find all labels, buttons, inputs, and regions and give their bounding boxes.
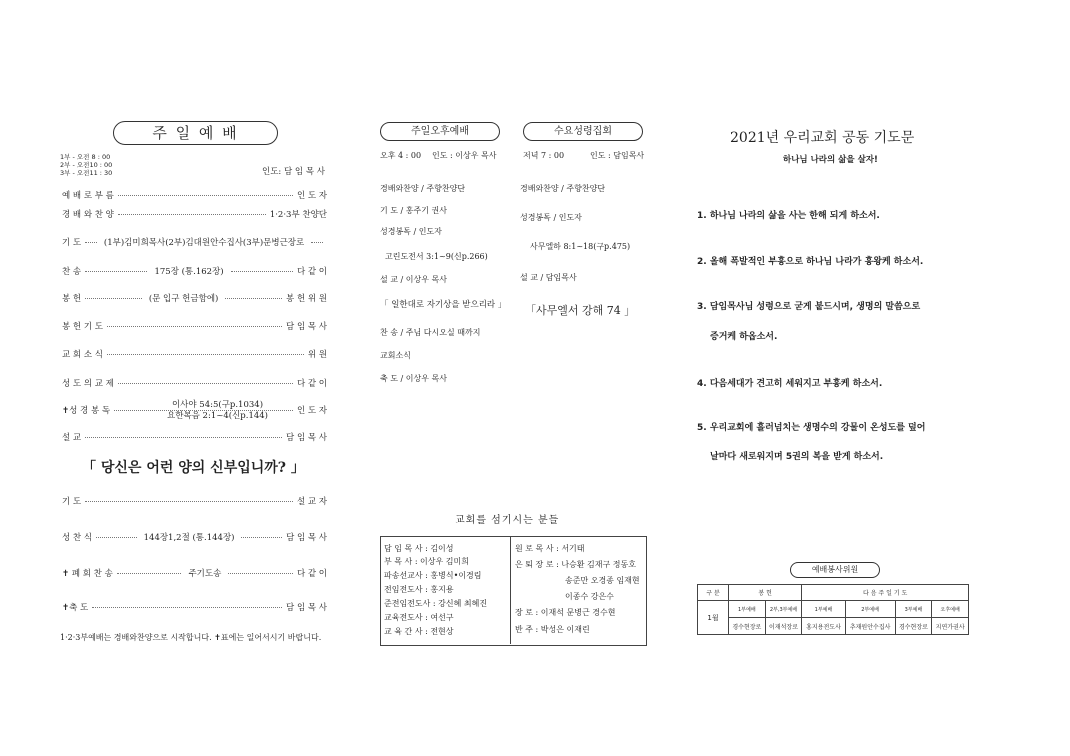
dot-leader [96,537,137,538]
row-person: 설 교 자 [296,497,327,507]
row-label: 성 도 의 교 제 [62,379,114,389]
worship-row [62,376,327,390]
dot-leader [85,271,147,272]
prayer-item: 3. 담임목사님 성령으로 굳게 붙드시며, 생명의 말씀으로 [697,302,921,312]
row-person: 다 같 이 [296,569,327,579]
row-label: ✝ 폐 회 찬 송 [62,569,113,579]
prayer-item: 날마다 새로워지며 5권의 복을 받게 하소서. [710,452,884,462]
dot-leader [241,537,282,538]
servant-entry: 교육전도사 : 여선구 [384,613,454,622]
scripture-reading [155,400,280,422]
table-cell: 추재원안수집사 [845,618,895,635]
prayer-item: 1. 하나님 나라의 삶을 사는 한해 되게 하소서. [697,211,880,221]
servant-entry: 교 육 간 사 : 전현상 [384,627,454,636]
dot-leader [118,383,293,384]
afternoon-item: 교회소식 [380,351,411,360]
sunday-worship-title: 주 일 예 배 [113,121,278,145]
row-label: 성 찬 식 [62,533,93,543]
afternoon-item: 기 도 / 홍주기 권사 [380,206,447,215]
servant-entry: 준전임전도사 : 강신혜 최혜진 [384,599,488,608]
service-committee-title: 예배봉사위원 [790,562,880,578]
dot-leader [107,326,282,327]
worship-row [62,430,327,444]
row-label: 찬 송 [62,267,82,277]
worship-row [62,494,327,508]
header-offering: 봉 헌 [729,585,802,601]
afternoon-item: 찬 송 / 주님 다시오실 때까지 [380,328,481,337]
servant-entry: 부 목 사 : 이상우 김미희 [384,557,469,566]
wednesday-time: 저녁 7 : 00 [523,151,565,160]
wednesday-item: 「사무엘서 강해 74 」 [525,304,636,317]
worship-row [62,188,327,202]
dot-leader [107,354,304,355]
row-person: 담 임 목 사 [286,322,327,332]
servant-entry: 반 주 : 박성은 이재린 [515,625,590,634]
dot-leader [85,501,293,502]
dot-leader [228,573,293,574]
servant-entry: 이종수 강은수 [565,592,614,601]
dot-leader [92,607,282,608]
row-person: 위 원 [307,350,327,360]
afternoon-item: 고린도전서 3:1~9(신p.266) [385,252,488,261]
worship-row [62,600,327,614]
dot-leader [118,195,293,196]
row-label: 봉 헌 기 도 [62,322,103,332]
servants-title: 교회를 섬기시는 분들 [455,515,560,526]
row-person: 담 임 목 사 [286,533,328,543]
sub-header: 1부예배 [729,601,766,618]
row-detail: 144장1,2절 (통.144장) [143,533,235,543]
dot-leader [85,298,142,299]
row-person: 1·2·3부 찬양단 [269,210,327,220]
row-person: 인 도 자 [296,406,327,416]
sub-header: 2부,3부예배 [765,601,802,618]
wednesday-title: 수요성령집회 [523,122,643,141]
row-detail: 175장 (통.162장) [154,267,224,277]
row-person: 봉 헌 위 원 [286,294,327,304]
servant-entry: 전임전도사 : 홍지용 [384,585,454,594]
prayer-title: 2021년 우리교회 공동 기도문 [730,130,915,146]
worship-row [62,264,327,278]
prayer-item: 5. 우리교회에 흘러넘치는 생명수의 강물이 온성도를 덮어 [697,423,926,433]
dot-leader [85,242,97,243]
service-committee-table [697,584,969,635]
servants-divider [510,536,511,644]
time-1: 1부 - 오전 8 : 00 [60,153,111,161]
row-label: 기 도 [62,238,82,248]
row-person: 다 같 이 [296,379,327,389]
dot-leader [231,271,293,272]
worship-row [62,291,327,305]
table-cell: 이재석장로 [765,618,802,635]
afternoon-worship-title: 주일오후예배 [380,122,500,141]
servant-entry: 송준만 오경종 임재현 [565,576,640,585]
dot-leader [311,242,323,243]
afternoon-item: 축 도 / 이상우 목사 [380,374,447,383]
servant-entry: 장 로 : 이재석 문병근 경수현 [515,608,616,617]
row-label: 교 회 소 식 [62,350,103,360]
service-times [60,153,112,177]
dot-leader [225,298,282,299]
scripture-1: 이사야 54:5(구p.1034) [171,400,264,410]
row-person: 인 도 자 [296,191,327,201]
row-label: 봉 헌 [62,294,82,304]
afternoon-item: 「 일한대로 자기상을 받으리라 」 [380,300,507,310]
row-label: ✝축 도 [62,603,89,613]
row-label: ✝성 경 봉 독 [62,406,111,416]
header-gubun: 구 분 [698,585,729,601]
table-cell: 지연가권사 [932,618,969,635]
prayer-item: 증거케 하옵소서. [710,332,778,342]
afternoon-time: 오후 4 : 00 [380,151,422,160]
servant-entry: 담 임 목 사 : 김이성 [384,544,454,553]
month-cell: 1월 [698,601,729,635]
row-person: 담 임 목 사 [286,433,327,443]
worship-row [62,235,327,249]
row-person: 다 같 이 [296,267,328,277]
prayer-item: 2. 올해 폭발적인 부흥으로 하나님 나라가 흥왕케 하소서. [697,257,924,267]
time-2: 2부 - 오전10 : 00 [60,161,113,169]
afternoon-item: 성경봉독 / 인도자 [380,227,442,236]
prayer-item: 4. 다음세대가 견고히 세워지고 부흥케 하소서. [697,379,883,389]
afternoon-leader: 인도 : 이상우 목사 [432,151,497,160]
worship-row [62,530,327,544]
servant-entry: 파송선교사 : 홍병식•이경림 [384,571,482,580]
worship-row [62,566,327,580]
time-3: 3부 - 오전11 : 30 [60,169,113,177]
row-detail: 주기도송 [188,569,222,579]
sub-header: 오후예배 [932,601,969,618]
worship-row [62,347,327,361]
worship-leader: 인도: 담 임 목 사 [262,167,325,177]
row-person: 담 임 목 사 [286,603,327,613]
table-cell: 경수현장로 [729,618,766,635]
prayer-subtitle: 하나님 나라의 삶을 살자! [783,155,878,165]
servant-entry: 원 로 목 사 : 서기태 [515,544,585,553]
sub-header: 3부예배 [895,601,932,618]
table-cell: 홍지용전도사 [802,618,845,635]
dot-leader [117,573,182,574]
servant-entry: 은 퇴 장 로 : 나승환 김재구 정동호 [515,560,636,569]
sermon-title: 「 당신은 어런 양의 신부입니까? 」 [82,460,305,476]
sub-header: 1부예배 [802,601,845,618]
dot-leader [85,437,282,438]
row-label: 설 교 [62,433,82,443]
worship-row [62,319,327,333]
header-next-prayer: 다 음 주 일 기 도 [802,585,969,601]
dot-leader [118,214,266,215]
scripture-2: 요한복음 2:1~4(신p.144) [167,411,268,421]
afternoon-item: 설 교 / 이상우 목사 [380,275,447,284]
sub-header: 2부예배 [845,601,895,618]
row-detail: (1부)김미희목사(2부)김대원안수집사(3부)문병근장로 [103,238,305,248]
row-detail: (문 입구 헌금함에) [148,294,219,304]
wednesday-item: 경배와찬양 / 주향찬양단 [520,184,606,193]
wednesday-item: 성경봉독 / 인도자 [520,213,582,222]
wednesday-item: 사무엘하 8:1~18(구p.475) [530,242,631,251]
afternoon-item: 경배와찬양 / 주향찬양단 [380,184,466,193]
row-label: 기 도 [62,497,82,507]
footer-note: 1·2·3부예배는 경배와찬양으로 시작합니다. ✝표에는 일어서시기 바랍니다. [60,633,322,642]
worship-row [62,207,327,221]
row-label: 경 배 와 찬 양 [62,210,114,220]
row-label: 예 배 로 부 름 [62,191,114,201]
wednesday-item: 설 교 / 담임목사 [520,273,577,282]
wednesday-leader: 인도 : 담임목사 [590,151,645,160]
table-cell: 경수현장로 [895,618,932,635]
